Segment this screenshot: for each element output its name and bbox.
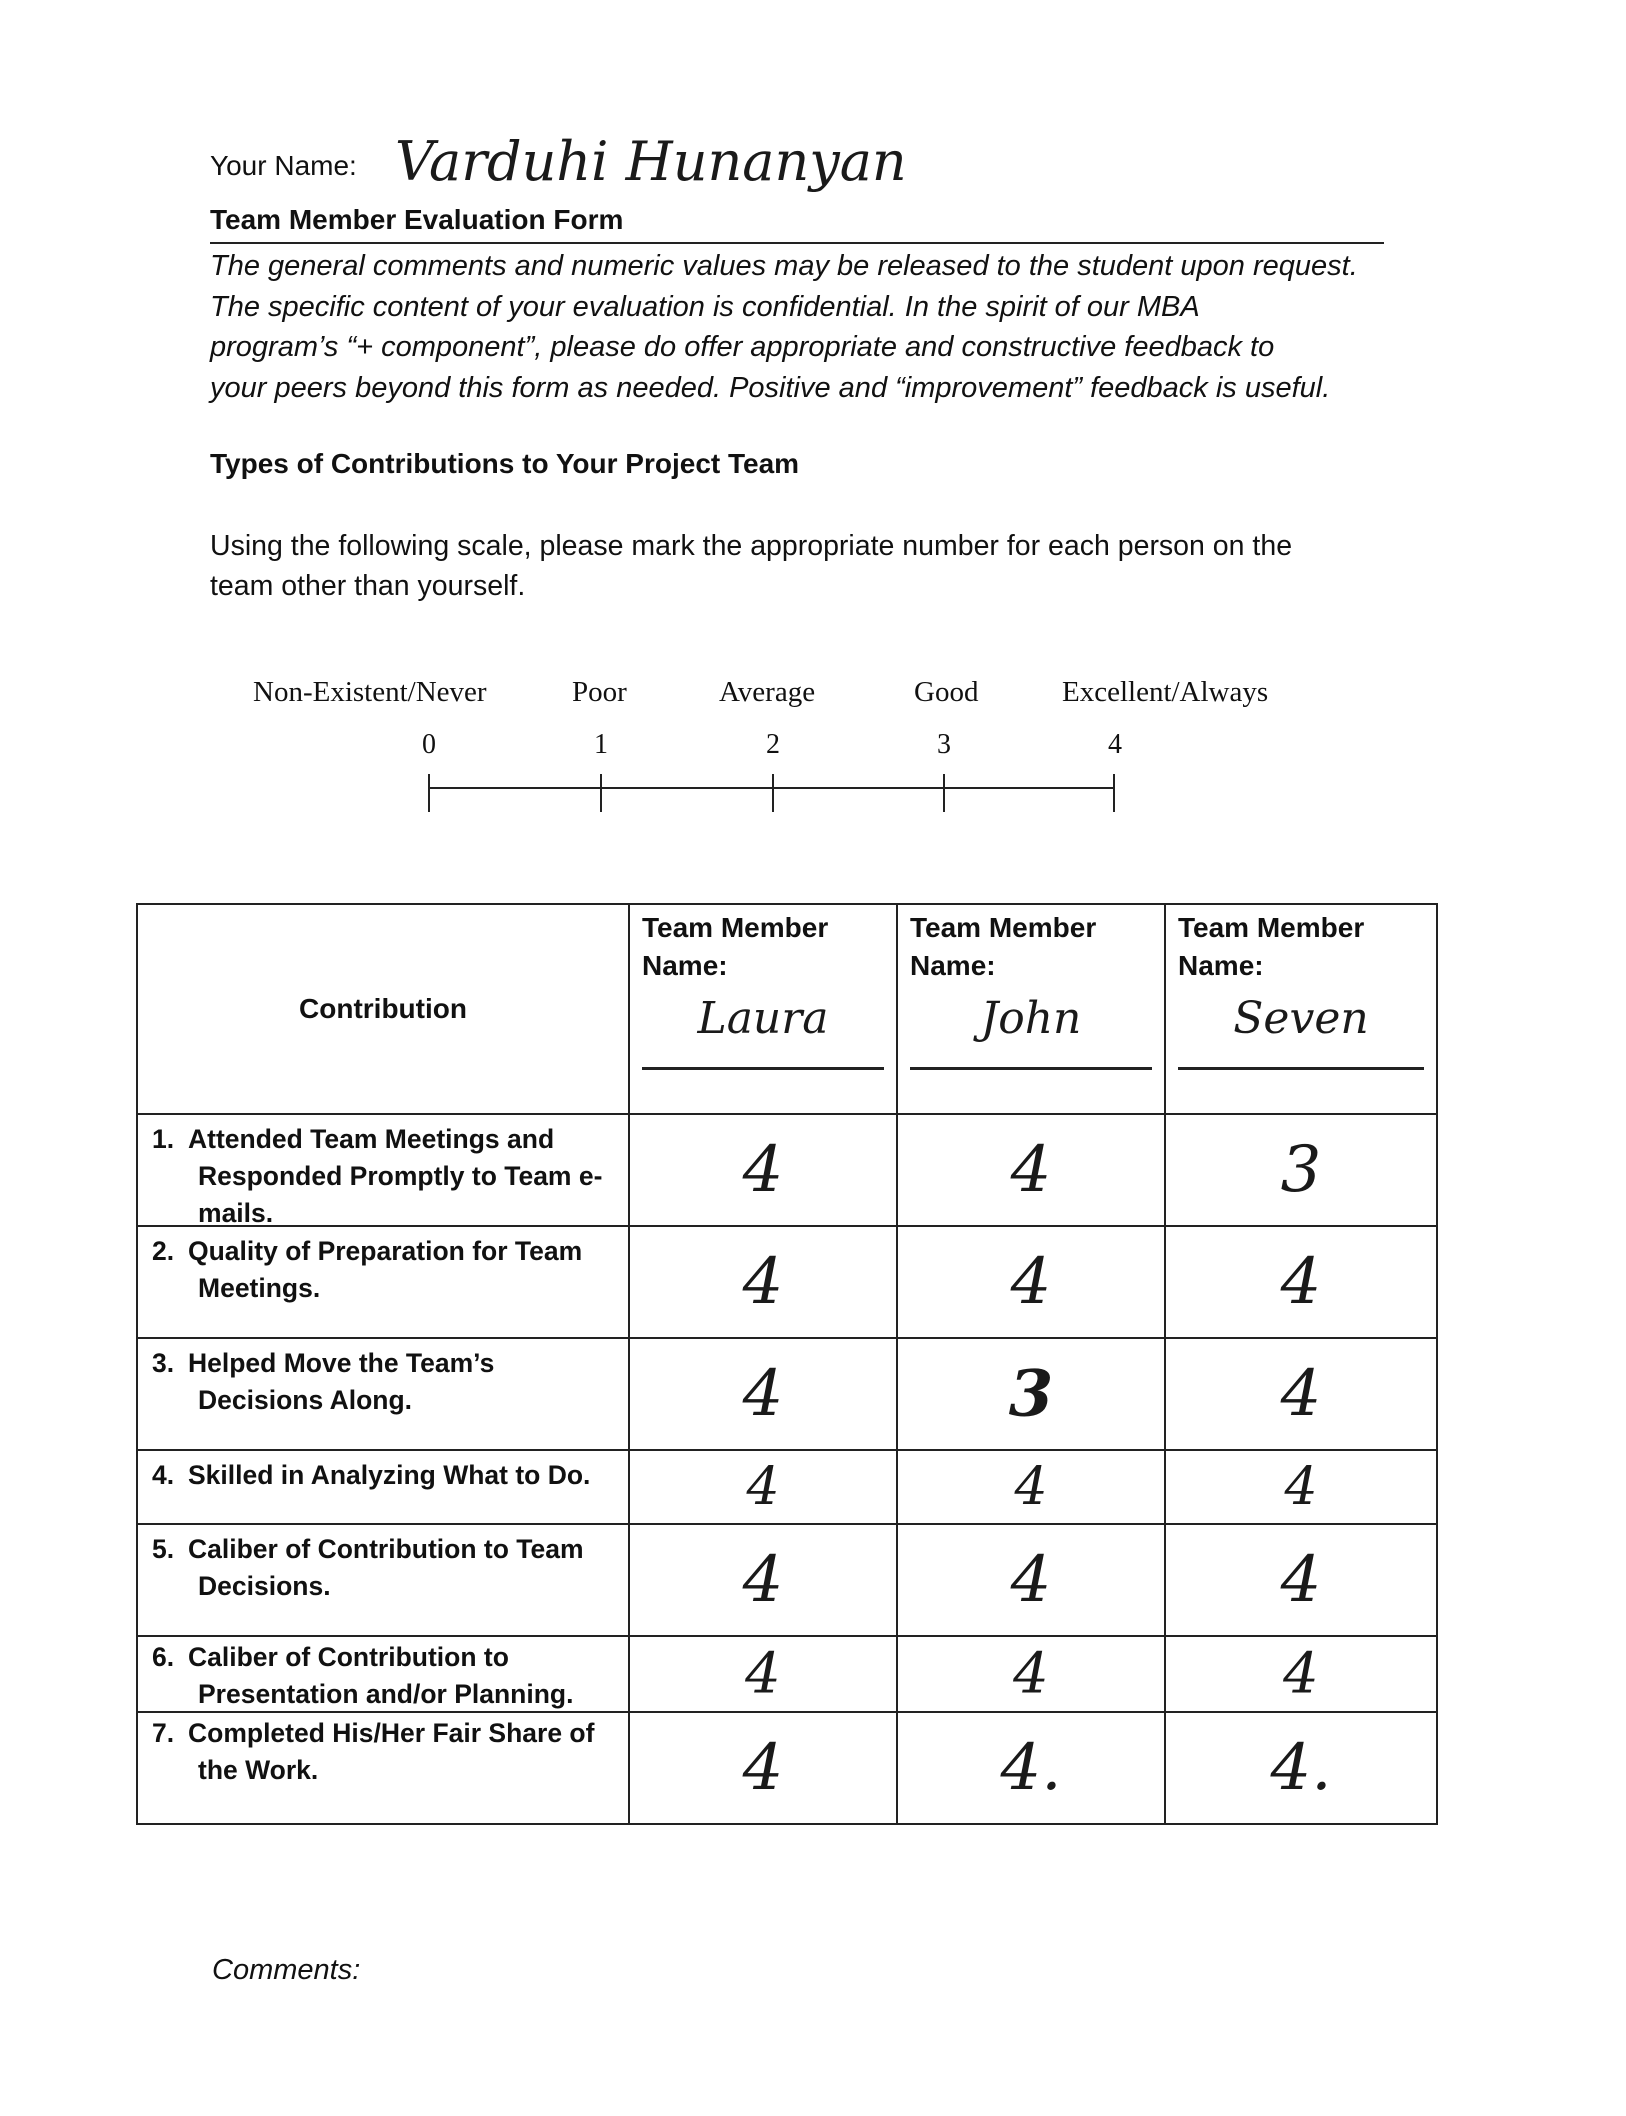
criterion-text: Decisions. [198, 1571, 331, 1601]
criterion-text: Helped Move the Team’s [188, 1348, 495, 1378]
score-cell[interactable] [896, 1227, 1164, 1337]
score-value: 3 [1280, 1133, 1322, 1207]
scale-tick [600, 774, 602, 812]
scale-value-0: 0 [422, 729, 436, 760]
intro-line: program’s “+ component”, please do offer appropriate and constructive feedback to [210, 331, 1275, 363]
score-value: 4 [746, 1457, 780, 1517]
comments-label: Comments: [212, 1954, 361, 1986]
scale-axis [428, 787, 1114, 789]
scale-label-poor: Poor [572, 676, 627, 708]
instructions [210, 526, 1292, 606]
table-row [138, 1225, 1436, 1337]
score-value: 4 [1284, 1457, 1318, 1517]
intro-paragraph [210, 246, 1410, 408]
member-header-cell [1164, 905, 1436, 1113]
score-value: 4 [742, 1543, 784, 1617]
criterion-text: Quality of Preparation for Team [188, 1236, 583, 1266]
table-row [138, 1113, 1436, 1228]
table-row [138, 1635, 1436, 1711]
criterion-number: 4. [152, 1460, 175, 1490]
member-name-underline [910, 1067, 1152, 1070]
score-value: 4. [1000, 1731, 1062, 1805]
score-cell[interactable] [896, 1115, 1164, 1225]
scale-label-good: Good [914, 676, 979, 708]
member-name-field[interactable]: John [980, 993, 1082, 1044]
criterion-text: Completed His/Her Fair Share of [188, 1718, 595, 1748]
score-cell[interactable] [1164, 1713, 1436, 1823]
contribution-header: Contribution [299, 993, 467, 1024]
title-divider [210, 242, 1384, 244]
score-value: 4. [1270, 1731, 1332, 1805]
score-cell[interactable] [628, 1115, 896, 1225]
score-cell[interactable] [896, 1637, 1164, 1711]
member-name-field[interactable]: Seven [1233, 993, 1369, 1044]
table-row [138, 1337, 1436, 1449]
score-value: 4 [1010, 1133, 1052, 1207]
your-name-field[interactable]: Varduhi Hunanyan [395, 130, 907, 193]
criterion-cell [138, 1339, 628, 1449]
scale-label-average: Average [719, 676, 816, 708]
scale-value-1: 1 [594, 729, 608, 760]
criterion-cell [138, 1637, 628, 1711]
score-cell[interactable] [896, 1339, 1164, 1449]
member-header-cell [628, 905, 896, 1113]
score-value: 4 [1280, 1543, 1322, 1617]
criterion-text: Attended Team Meetings and [188, 1124, 555, 1154]
criterion-text: Meetings. [198, 1273, 321, 1303]
criterion-cell [138, 1713, 628, 1823]
section-heading: Types of Contributions to Your Project Team [210, 448, 800, 479]
form-title: Team Member Evaluation Form [210, 204, 624, 235]
scale-value-4: 4 [1108, 729, 1122, 760]
criterion-number: 2. [152, 1236, 175, 1266]
member-header-label: Team Member Name: [910, 912, 1097, 981]
criterion-text: Responded Promptly to Team e- [198, 1161, 603, 1191]
score-value: 4 [742, 1731, 784, 1805]
criterion-text: the Work. [198, 1755, 319, 1785]
score-value: 4 [745, 1641, 781, 1707]
intro-line: The specific content of your evaluation is confidential. In the spirit of our MBA [210, 290, 1200, 323]
scale-label-excellent: Excellent/Always [1062, 676, 1269, 708]
table-row [138, 1523, 1436, 1635]
score-cell[interactable] [1164, 1227, 1436, 1337]
score-value: 4 [742, 1245, 784, 1319]
member-name-underline [642, 1067, 884, 1070]
table-row [138, 1449, 1436, 1523]
score-cell[interactable] [896, 1525, 1164, 1635]
criterion-number: 3. [152, 1348, 175, 1378]
criterion-cell [138, 1525, 628, 1635]
score-value: 4 [1013, 1641, 1049, 1707]
scale-tick [772, 774, 774, 812]
score-value: 4 [1280, 1245, 1322, 1319]
criterion-number: 1. [152, 1124, 175, 1154]
score-cell[interactable] [628, 1637, 896, 1711]
criterion-number: 6. [152, 1642, 175, 1672]
criterion-number: 5. [152, 1534, 175, 1564]
scale-label-never: Non-Existent/Never [253, 676, 487, 708]
criterion-text: Decisions Along. [198, 1385, 412, 1415]
table-row [138, 1711, 1436, 1823]
score-value: 4 [1010, 1543, 1052, 1617]
score-cell[interactable] [1164, 1637, 1436, 1711]
score-value: 4 [1283, 1641, 1319, 1707]
instructions-line: Using the following scale, please mark the appropriate number for each person on the [210, 530, 1293, 562]
member-header-cell [896, 905, 1164, 1113]
criterion-cell [138, 1115, 628, 1228]
score-cell[interactable] [1164, 1525, 1436, 1635]
criterion-text: Caliber of Contribution to Team [188, 1534, 584, 1564]
score-cell[interactable] [896, 1713, 1164, 1823]
score-cell[interactable] [628, 1451, 896, 1523]
score-value: 4 [1010, 1245, 1052, 1319]
score-value: 4 [742, 1357, 784, 1431]
score-cell[interactable] [1164, 1451, 1436, 1523]
evaluation-table [136, 903, 1438, 1825]
score-cell[interactable] [628, 1339, 896, 1449]
criterion-text: Skilled in Analyzing What to Do. [188, 1460, 591, 1490]
score-cell[interactable] [896, 1451, 1164, 1523]
scale-tick [428, 774, 430, 812]
score-cell[interactable] [628, 1713, 896, 1823]
your-name-label: Your Name: [210, 150, 357, 181]
criterion-cell [138, 1227, 628, 1337]
intro-line: your peers beyond this form as needed. Positive and “improvement” feedback is useful. [210, 371, 1331, 404]
scale-tick [943, 774, 945, 812]
member-name-field[interactable]: Laura [697, 993, 829, 1044]
member-header-label: Team Member Name: [642, 912, 829, 981]
scale-value-2: 2 [766, 729, 780, 760]
criterion-number: 7. [152, 1718, 175, 1748]
criterion-cell [138, 1451, 628, 1523]
score-cell[interactable] [628, 1525, 896, 1635]
member-header-label: Team Member Name: [1178, 912, 1365, 981]
criterion-text: mails. [198, 1198, 274, 1228]
score-value: 4 [1014, 1457, 1048, 1517]
table-header-row [138, 905, 1436, 1113]
contribution-header-cell [138, 905, 628, 1113]
scale-tick [1113, 774, 1115, 812]
criterion-text: Presentation and/or Planning. [198, 1679, 574, 1709]
scale-value-3: 3 [937, 729, 951, 760]
score-value: 4 [1280, 1357, 1322, 1431]
instructions-line: team other than yourself. [210, 570, 526, 602]
score-cell[interactable] [1164, 1115, 1436, 1225]
intro-line: The general comments and numeric values may be released to the student upon request. [210, 250, 1358, 282]
criterion-text: Caliber of Contribution to [188, 1642, 509, 1672]
score-cell[interactable] [628, 1227, 896, 1337]
score-value: 3 [1008, 1356, 1054, 1432]
member-name-underline [1178, 1067, 1424, 1070]
score-cell[interactable] [1164, 1339, 1436, 1449]
score-value: 4 [742, 1133, 784, 1207]
